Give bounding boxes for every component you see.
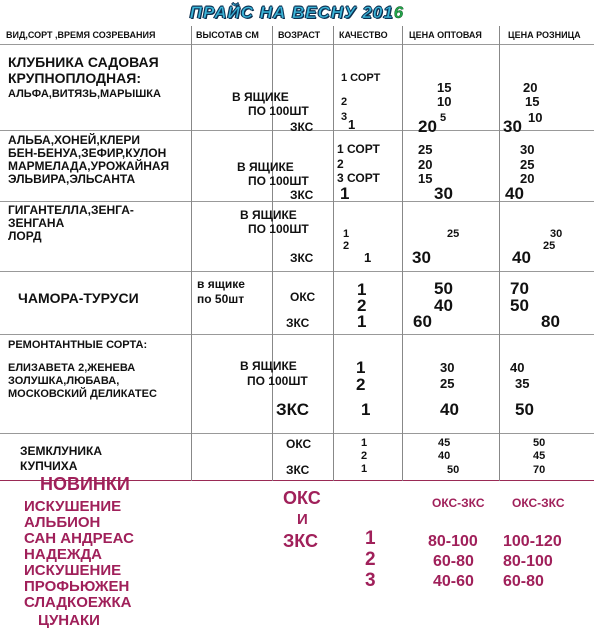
s7-ret1: 100-120 <box>503 533 562 550</box>
s1-ret4: 30 <box>503 117 522 136</box>
s3-ret3: 40 <box>512 248 531 267</box>
row-divider <box>0 433 594 434</box>
s3-line2: ЗЕНГАНА <box>8 216 65 230</box>
s2-line4: ЭЛЬВИРА,ЭЛЬСАНТА <box>8 172 136 186</box>
s5-ret3: 50 <box>515 400 534 419</box>
row-divider <box>0 334 594 335</box>
s4-ret2: 50 <box>510 296 529 315</box>
s7-head: НОВИНКИ <box>40 474 130 494</box>
s1-opt3: 5 <box>440 112 447 124</box>
title-tail: 6 <box>393 3 405 22</box>
s1-q2: 2 <box>341 96 348 108</box>
s2-pack1: В ЯЩИКЕ <box>237 160 294 174</box>
s7-item: НАДЕЖДА <box>24 546 102 563</box>
s5-line3: МОСКОВСКИЙ ДЕЛИКАТЕС <box>8 388 157 400</box>
s5-opt2: 25 <box>440 376 455 391</box>
s7-item: САН АНДРЕАС <box>24 530 134 547</box>
s7-age2: И <box>297 511 308 528</box>
s5-pack1: В ЯЩИКЕ <box>240 359 297 373</box>
s1-name2: КРУПНОПЛОДНАЯ: <box>8 70 141 86</box>
s7-opt-head: ОКС-ЗКС <box>432 496 485 510</box>
s5-ret2: 35 <box>515 376 530 391</box>
header-age: ВОЗРАСТ <box>278 30 321 40</box>
header-wholesale: ЦЕНА ОПТОВАЯ <box>409 30 482 40</box>
s4-opt1: 50 <box>434 279 453 298</box>
s4-pack2: по 50шт <box>197 292 245 306</box>
s4-opt3: 60 <box>413 312 432 331</box>
s7-q1: 1 <box>365 528 376 549</box>
s7-q2: 2 <box>365 549 376 570</box>
s7-opt1: 80-100 <box>428 533 478 550</box>
s3-pack2: ПО 100ШТ <box>248 222 309 236</box>
s6-age1: ОКС <box>286 437 312 451</box>
s3-age: ЗКС <box>290 251 314 265</box>
row-divider <box>0 271 594 272</box>
row-divider <box>0 44 594 45</box>
s1-varieties: АЛЬФА,ВИТЯЗЬ,МАРЫШКА <box>8 88 161 100</box>
s4-q1: 1 <box>357 280 367 299</box>
s1-pack1: В ЯЩИКЕ <box>232 90 289 104</box>
s3-q3: 1 <box>364 250 372 265</box>
header-retail: ЦЕНА РОЗНИЦА <box>508 30 581 40</box>
col-divider <box>191 26 192 481</box>
s2-ret3: 20 <box>520 171 535 186</box>
s6-line2: КУПЧИХА <box>20 459 78 473</box>
s1-name1: КЛУБНИКА САДОВАЯ <box>8 54 159 70</box>
s3-q1: 1 <box>343 228 350 240</box>
s2-q4: 1 <box>340 184 350 203</box>
s7-item: ИСКУШЕНИЕ <box>24 498 122 515</box>
s7-ret3: 60-80 <box>503 573 544 590</box>
s7-item: ЦУНАКИ <box>38 612 100 629</box>
s2-line3: МАРМЕЛАДА,УРОЖАЙНАЯ <box>8 159 170 173</box>
s7-ret2: 80-100 <box>503 553 553 570</box>
s3-opt1: 25 <box>447 228 460 240</box>
header-quality: КАЧЕСТВО <box>339 30 388 40</box>
s1-pack2: ПО 100ШТ <box>248 104 309 118</box>
s3-ret1: 30 <box>550 228 563 240</box>
s6-opt3: 50 <box>447 464 460 476</box>
s4-q3: 1 <box>357 312 367 331</box>
s6-ret3: 70 <box>533 464 546 476</box>
s4-ret3: 80 <box>541 312 560 331</box>
s5-pack2: ПО 100ШТ <box>247 374 308 388</box>
s1-opt2: 10 <box>437 94 452 109</box>
s1-ret2: 15 <box>525 94 540 109</box>
col-divider <box>333 26 334 481</box>
s2-line1: АЛЬБА,ХОНЕЙ,КЛЕРИ <box>8 133 141 147</box>
s6-opt2: 40 <box>438 450 451 462</box>
s5-line1: ЕЛИЗАВЕТА 2,ЖЕНЕВА <box>8 362 136 374</box>
s7-item: АЛЬБИОН <box>24 514 101 531</box>
page-title <box>0 3 594 23</box>
s6-line1: ЗЕМКЛУНИКА <box>20 444 103 458</box>
s5-opt3: 40 <box>440 400 459 419</box>
s7-age3: ЗКС <box>283 531 319 551</box>
s1-ret1: 20 <box>523 80 538 95</box>
s2-opt2: 20 <box>418 157 433 172</box>
s6-q1: 1 <box>361 437 368 449</box>
s5-ret1: 40 <box>510 360 525 375</box>
s7-item: СЛАДКОЕЖКА <box>24 594 132 611</box>
s5-age: ЗКС <box>276 400 310 419</box>
s4-ret1: 70 <box>510 279 529 298</box>
s1-opt1: 15 <box>437 80 452 95</box>
s3-line3: ЛОРД <box>8 229 42 243</box>
title-main: ПРАЙС НА ВЕСНУ 201 <box>189 3 394 22</box>
s4-q2: 2 <box>357 296 367 315</box>
s7-item: ПРОФЬЮЖЕН <box>24 578 130 595</box>
s7-age1: ОКС <box>283 488 321 508</box>
s3-q2: 2 <box>343 240 350 252</box>
s2-q3: 3 СОРТ <box>337 171 380 185</box>
s1-q4: 1 <box>348 117 356 132</box>
s5-q3: 1 <box>361 400 371 419</box>
s3-line1: ГИГАНТЕЛЛА,ЗЕНГА- <box>8 203 134 217</box>
s1-q1: 1 СОРТ <box>341 72 381 84</box>
s6-q3: 1 <box>361 463 368 475</box>
s5-head: РЕМОНТАНТНЫЕ СОРТА: <box>8 339 148 351</box>
s2-ret2: 25 <box>520 157 535 172</box>
s1-ret3: 10 <box>528 110 543 125</box>
s6-opt1: 45 <box>438 437 451 449</box>
s3-pack1: В ЯЩИКЕ <box>240 208 297 222</box>
s4-opt2: 40 <box>434 296 453 315</box>
s5-opt1: 30 <box>440 360 455 375</box>
s2-opt3: 15 <box>418 171 433 186</box>
s4-pack1: в ящике <box>197 277 245 291</box>
s7-opt3: 40-60 <box>433 573 474 590</box>
s5-q2: 2 <box>356 375 366 394</box>
s2-age: ЗКС <box>290 188 314 202</box>
s2-ret4: 40 <box>505 184 524 203</box>
col-divider <box>499 26 500 481</box>
s2-q1: 1 СОРТ <box>337 142 380 156</box>
s6-q2: 2 <box>361 450 368 462</box>
s3-opt2: 30 <box>412 248 431 267</box>
s1-q3: 3 <box>341 111 348 123</box>
s4-age2: ЗКС <box>286 316 310 330</box>
s7-opt2: 60-80 <box>433 553 474 570</box>
s6-age2: ЗКС <box>286 463 310 477</box>
s2-opt1: 25 <box>418 142 433 157</box>
s1-opt4: 20 <box>418 117 437 136</box>
s3-ret2: 25 <box>543 240 556 252</box>
s2-ret1: 30 <box>520 142 535 157</box>
col-divider <box>402 26 403 481</box>
s7-q3: 3 <box>365 570 376 591</box>
s4-name: ЧАМОРА-ТУРУСИ <box>18 290 139 306</box>
s6-ret1: 50 <box>533 437 546 449</box>
s2-q2: 2 <box>337 157 344 171</box>
s7-item: ИСКУШЕНИЕ <box>24 562 122 579</box>
s5-q1: 1 <box>356 358 366 377</box>
header-variety: ВИД,СОРТ ,ВРЕМЯ СОЗРЕВАНИЯ <box>6 30 156 40</box>
s7-ret-head: ОКС-ЗКС <box>512 496 565 510</box>
s5-line2: ЗОЛУШКА,ЛЮБАВА, <box>8 375 120 387</box>
header-height: ВЫСОТАВ СМ <box>196 30 259 40</box>
s1-age: ЗКС <box>290 120 314 134</box>
s2-line2: БЕН-БЕНУА,ЗЕФИР,КУЛОН <box>8 146 167 160</box>
s4-age1: ОКС <box>290 290 316 304</box>
s2-pack2: ПО 100ШТ <box>248 174 309 188</box>
s2-opt4: 30 <box>434 184 453 203</box>
s6-ret2: 45 <box>533 450 546 462</box>
